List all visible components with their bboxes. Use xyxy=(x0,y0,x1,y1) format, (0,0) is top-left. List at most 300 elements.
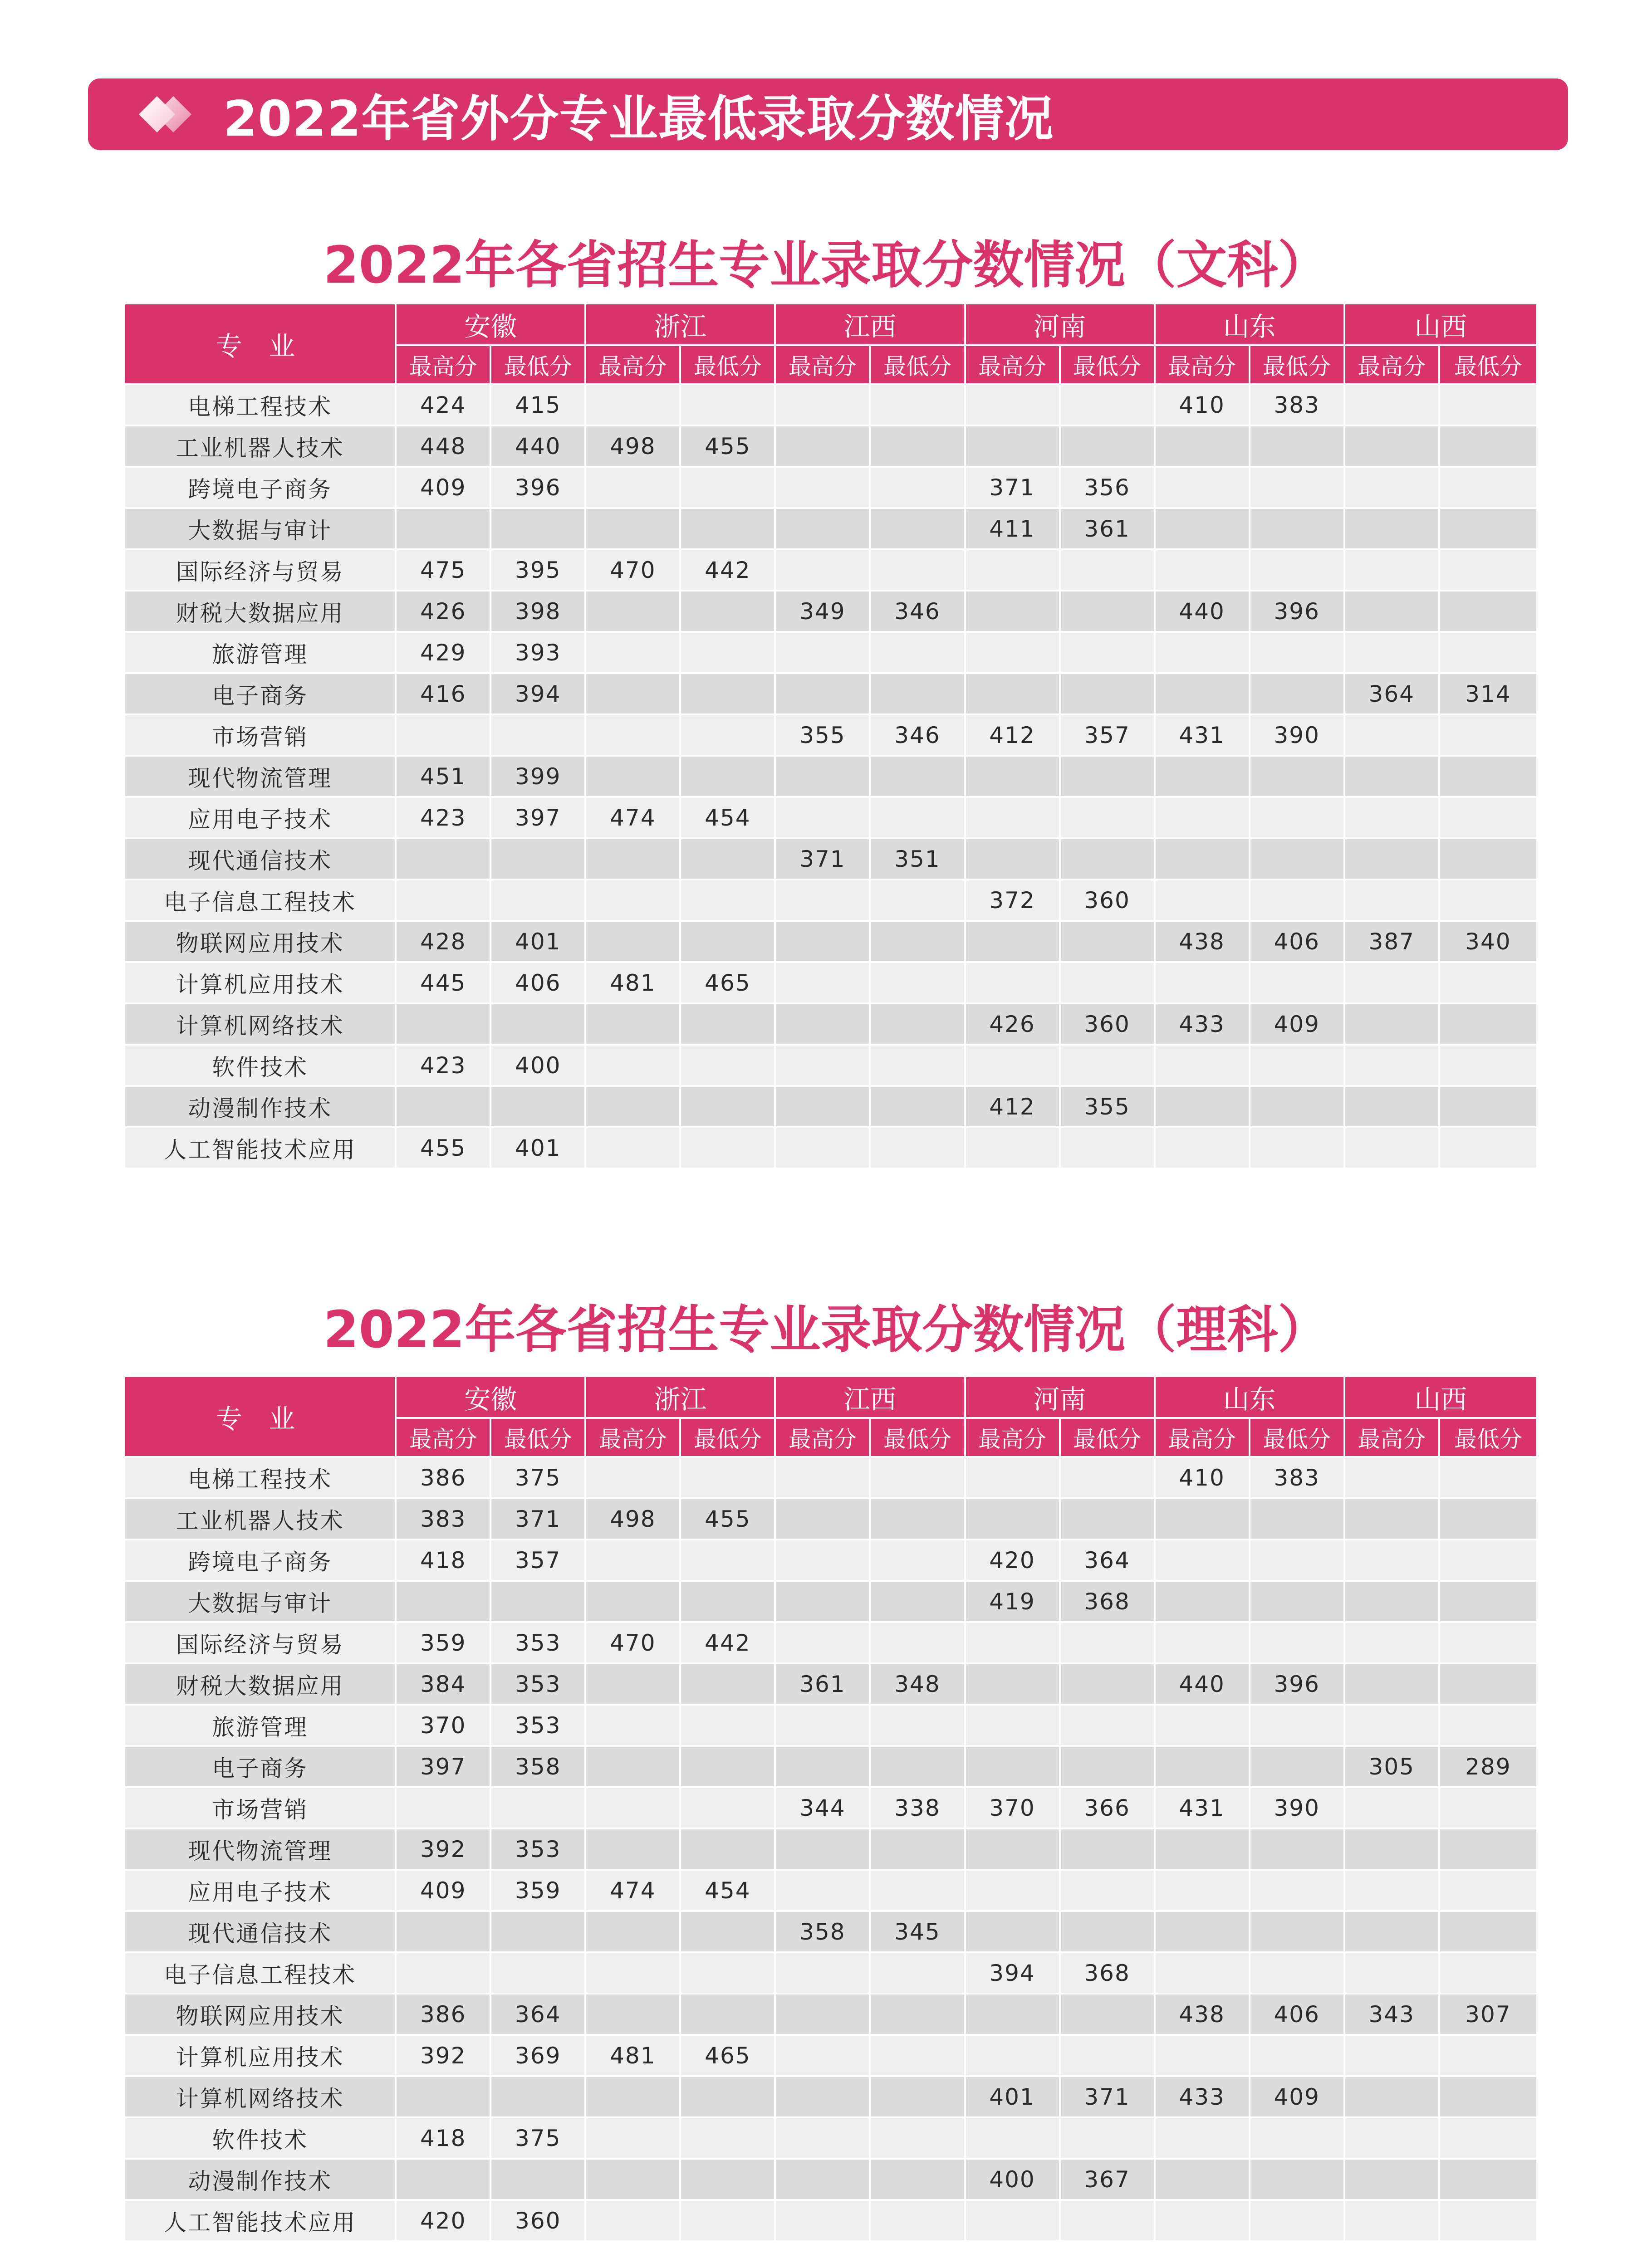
min-score-header: 最低分 xyxy=(1061,1419,1156,1458)
score-cell xyxy=(681,591,776,633)
score-cell xyxy=(586,1540,681,1582)
score-cell xyxy=(871,1623,966,1664)
score-cell xyxy=(1250,1046,1345,1087)
score-cell xyxy=(776,2077,871,2118)
score-cell xyxy=(681,509,776,550)
score-cell xyxy=(1250,633,1345,674)
score-cell: 345 xyxy=(871,1912,966,1953)
max-score-header: 最高分 xyxy=(776,1419,871,1458)
score-cell xyxy=(1345,1087,1440,1128)
major-name-cell: 旅游管理 xyxy=(125,1706,397,1747)
score-cell xyxy=(397,880,491,922)
score-cell xyxy=(1250,468,1345,509)
score-cell xyxy=(1250,509,1345,550)
score-cell: 416 xyxy=(397,674,491,715)
table-row xyxy=(125,1747,1536,1788)
score-cell xyxy=(1250,963,1345,1004)
table-row xyxy=(125,2036,1536,2077)
score-cell xyxy=(586,922,681,963)
score-cell: 371 xyxy=(776,839,871,880)
score-cell xyxy=(776,385,871,426)
score-cell xyxy=(586,715,681,757)
score-cell xyxy=(1250,1912,1345,1953)
major-name-cell: 市场营销 xyxy=(125,1788,397,1829)
table-row xyxy=(125,1788,1536,1829)
score-cell: 346 xyxy=(871,591,966,633)
province-header: 山东 xyxy=(1156,304,1345,346)
score-cell xyxy=(1440,757,1536,798)
score-cell xyxy=(1440,468,1536,509)
score-cell: 357 xyxy=(1061,715,1156,757)
score-cell xyxy=(871,2160,966,2201)
score-cell xyxy=(586,385,681,426)
table-row xyxy=(125,963,1536,1004)
major-name-cell: 计算机应用技术 xyxy=(125,2036,397,2077)
score-cell xyxy=(1156,1747,1250,1788)
score-cell: 383 xyxy=(1250,385,1345,426)
score-cell: 392 xyxy=(397,2036,491,2077)
province-header: 河南 xyxy=(966,1377,1156,1419)
major-name-cell: 国际经济与贸易 xyxy=(125,550,397,591)
score-cell xyxy=(1345,757,1440,798)
major-name-cell: 软件技术 xyxy=(125,1046,397,1087)
score-cell xyxy=(586,2077,681,2118)
score-cell xyxy=(586,1747,681,1788)
score-cell xyxy=(491,1004,586,1046)
score-cell xyxy=(1156,2201,1250,2242)
score-cell xyxy=(681,468,776,509)
score-cell: 465 xyxy=(681,963,776,1004)
score-cell xyxy=(681,1788,776,1829)
score-cell xyxy=(1061,1046,1156,1087)
score-cell xyxy=(966,2201,1061,2242)
score-cell xyxy=(1156,2160,1250,2201)
score-cell xyxy=(1061,1458,1156,1499)
score-cell xyxy=(1440,1087,1536,1128)
major-name-cell: 电子信息工程技术 xyxy=(125,880,397,922)
score-cell xyxy=(491,1788,586,1829)
score-cell xyxy=(1250,1128,1345,1169)
score-cell xyxy=(1156,1540,1250,1582)
score-cell xyxy=(1345,1664,1440,1706)
table-row xyxy=(125,2160,1536,2201)
score-cell xyxy=(1345,1912,1440,1953)
score-cell xyxy=(681,385,776,426)
score-cell xyxy=(1345,798,1440,839)
score-cell xyxy=(966,1458,1061,1499)
major-name-cell: 大数据与审计 xyxy=(125,1582,397,1623)
score-cell: 455 xyxy=(397,1128,491,1169)
min-score-header: 最低分 xyxy=(871,1419,966,1458)
table-row xyxy=(125,1912,1536,1953)
score-cell: 442 xyxy=(681,1623,776,1664)
score-cell xyxy=(491,2160,586,2201)
max-score-header: 最高分 xyxy=(1345,1419,1440,1458)
score-cell xyxy=(1345,2077,1440,2118)
score-cell xyxy=(586,1953,681,1994)
score-cell xyxy=(1440,426,1536,468)
score-cell xyxy=(681,839,776,880)
score-cell: 371 xyxy=(491,1499,586,1540)
score-cell: 438 xyxy=(1156,1994,1250,2036)
table-row xyxy=(125,1871,1536,1912)
score-cell: 433 xyxy=(1156,2077,1250,2118)
score-cell xyxy=(1061,757,1156,798)
score-cell: 305 xyxy=(1345,1747,1440,1788)
score-cell xyxy=(1345,1582,1440,1623)
score-cell xyxy=(1440,2077,1536,2118)
score-cell xyxy=(1156,468,1250,509)
major-column-header: 专 业 xyxy=(125,304,397,385)
score-cell xyxy=(1440,1499,1536,1540)
score-cell: 481 xyxy=(586,963,681,1004)
table-row xyxy=(125,1499,1536,1540)
score-cell xyxy=(681,1004,776,1046)
score-cell xyxy=(1440,1128,1536,1169)
table-row xyxy=(125,922,1536,963)
score-cell xyxy=(966,963,1061,1004)
table-row xyxy=(125,1128,1536,1169)
score-cell: 451 xyxy=(397,757,491,798)
major-name-cell: 电子商务 xyxy=(125,1747,397,1788)
score-cell: 448 xyxy=(397,426,491,468)
score-cell xyxy=(586,2201,681,2242)
province-header: 浙江 xyxy=(586,304,776,346)
score-cell xyxy=(1250,839,1345,880)
score-cell: 370 xyxy=(397,1706,491,1747)
table-row xyxy=(125,509,1536,550)
table-row xyxy=(125,1046,1536,1087)
score-cell: 353 xyxy=(491,1706,586,1747)
score-cell: 399 xyxy=(491,757,586,798)
score-cell xyxy=(681,2160,776,2201)
score-cell xyxy=(1345,2036,1440,2077)
table-row xyxy=(125,633,1536,674)
score-cell xyxy=(1250,757,1345,798)
score-cell xyxy=(966,1623,1061,1664)
min-score-header: 最低分 xyxy=(491,1419,586,1458)
score-cell xyxy=(1061,1871,1156,1912)
score-cell: 481 xyxy=(586,2036,681,2077)
score-cell xyxy=(871,468,966,509)
score-cell xyxy=(491,839,586,880)
score-cell: 390 xyxy=(1250,715,1345,757)
score-cell xyxy=(1440,2201,1536,2242)
major-name-cell: 电子商务 xyxy=(125,674,397,715)
score-cell xyxy=(776,1004,871,1046)
score-cell xyxy=(776,757,871,798)
score-cell xyxy=(776,1953,871,1994)
score-cell xyxy=(776,1582,871,1623)
score-cell: 418 xyxy=(397,1540,491,1582)
score-cell xyxy=(1345,1953,1440,1994)
score-cell xyxy=(871,798,966,839)
score-cell: 465 xyxy=(681,2036,776,2077)
score-cell xyxy=(1345,1829,1440,1871)
major-name-cell: 计算机网络技术 xyxy=(125,1004,397,1046)
score-cell xyxy=(1061,1128,1156,1169)
score-cell xyxy=(966,550,1061,591)
score-cell: 423 xyxy=(397,798,491,839)
section-title-science: 2022年各省招生专业录取分数情况（理科） xyxy=(323,1300,1329,1359)
score-cell: 397 xyxy=(491,798,586,839)
major-name-cell: 物联网应用技术 xyxy=(125,922,397,963)
score-cell: 470 xyxy=(586,1623,681,1664)
score-cell xyxy=(1156,2118,1250,2160)
score-cell xyxy=(776,674,871,715)
table-row xyxy=(125,839,1536,880)
table-row xyxy=(125,1994,1536,2036)
table-row xyxy=(125,880,1536,922)
score-cell xyxy=(1061,922,1156,963)
score-cell xyxy=(776,633,871,674)
score-cell xyxy=(1250,1540,1345,1582)
max-score-header: 最高分 xyxy=(1156,346,1250,385)
score-cell xyxy=(871,2118,966,2160)
score-cell xyxy=(776,2118,871,2160)
score-cell xyxy=(586,1128,681,1169)
score-cell xyxy=(871,2201,966,2242)
score-cell xyxy=(586,1458,681,1499)
score-cell: 409 xyxy=(397,1871,491,1912)
score-cell xyxy=(776,1871,871,1912)
score-cell xyxy=(397,1087,491,1128)
score-cell xyxy=(871,1004,966,1046)
score-cell xyxy=(397,1582,491,1623)
score-cell xyxy=(586,674,681,715)
score-cell xyxy=(1440,1788,1536,1829)
score-cell: 396 xyxy=(1250,1664,1345,1706)
score-cell xyxy=(681,1829,776,1871)
score-cell: 386 xyxy=(397,1994,491,2036)
score-cell xyxy=(1345,591,1440,633)
section-title-liberal-arts: 2022年各省招生专业录取分数情况（文科） xyxy=(323,236,1329,295)
score-cell xyxy=(776,1046,871,1087)
score-cell xyxy=(871,1499,966,1540)
score-cell xyxy=(1250,880,1345,922)
score-cell xyxy=(1061,591,1156,633)
province-header: 山西 xyxy=(1345,304,1536,346)
province-header: 安徽 xyxy=(397,304,586,346)
score-cell xyxy=(681,880,776,922)
max-score-header: 最高分 xyxy=(776,346,871,385)
score-cell xyxy=(586,1046,681,1087)
score-cell xyxy=(1345,1499,1440,1540)
score-cell xyxy=(776,550,871,591)
score-cell xyxy=(966,385,1061,426)
score-cell: 361 xyxy=(776,1664,871,1706)
major-name-cell: 跨境电子商务 xyxy=(125,1540,397,1582)
score-cell xyxy=(1345,426,1440,468)
score-cell xyxy=(397,1912,491,1953)
score-cell xyxy=(1061,1994,1156,2036)
score-cell xyxy=(1440,385,1536,426)
score-cell: 394 xyxy=(966,1953,1061,1994)
score-cell: 397 xyxy=(397,1747,491,1788)
score-cell xyxy=(966,591,1061,633)
table-row xyxy=(125,426,1536,468)
scores-table-science xyxy=(125,1377,1536,2242)
table-row xyxy=(125,1540,1536,1582)
score-cell xyxy=(491,715,586,757)
score-cell xyxy=(1156,798,1250,839)
score-cell xyxy=(491,1953,586,1994)
max-score-header: 最高分 xyxy=(966,1419,1061,1458)
score-cell xyxy=(776,468,871,509)
score-cell: 386 xyxy=(397,1458,491,1499)
score-cell xyxy=(871,2036,966,2077)
score-cell: 411 xyxy=(966,509,1061,550)
score-cell xyxy=(871,1046,966,1087)
major-name-cell: 工业机器人技术 xyxy=(125,426,397,468)
score-cell xyxy=(871,1994,966,2036)
score-cell: 498 xyxy=(586,426,681,468)
score-cell: 358 xyxy=(776,1912,871,1953)
province-header: 山西 xyxy=(1345,1377,1536,1419)
score-cell xyxy=(1440,1623,1536,1664)
banner-title: 2022年省外分专业最低录取分数情况 xyxy=(223,90,1054,147)
score-cell xyxy=(776,1829,871,1871)
score-cell xyxy=(1156,426,1250,468)
score-cell xyxy=(1440,1912,1536,1953)
score-cell xyxy=(681,1458,776,1499)
score-cell xyxy=(681,1912,776,1953)
score-cell xyxy=(776,2036,871,2077)
table-row xyxy=(125,798,1536,839)
score-cell xyxy=(1250,1953,1345,1994)
score-cell xyxy=(586,1087,681,1128)
score-cell xyxy=(397,2160,491,2201)
score-cell xyxy=(1345,2160,1440,2201)
score-cell: 394 xyxy=(491,674,586,715)
score-cell: 445 xyxy=(397,963,491,1004)
score-cell: 314 xyxy=(1440,674,1536,715)
score-cell xyxy=(491,1912,586,1953)
score-cell xyxy=(966,1829,1061,1871)
max-score-header: 最高分 xyxy=(966,346,1061,385)
table-row xyxy=(125,385,1536,426)
score-cell xyxy=(681,757,776,798)
score-cell xyxy=(871,963,966,1004)
min-score-header: 最低分 xyxy=(681,346,776,385)
score-cell: 455 xyxy=(681,1499,776,1540)
score-cell: 440 xyxy=(1156,1664,1250,1706)
score-cell xyxy=(1250,2036,1345,2077)
score-cell xyxy=(586,839,681,880)
score-cell xyxy=(871,550,966,591)
score-cell: 498 xyxy=(586,1499,681,1540)
province-header: 浙江 xyxy=(586,1377,776,1419)
major-name-cell: 人工智能技术应用 xyxy=(125,1128,397,1169)
major-name-cell: 市场营销 xyxy=(125,715,397,757)
score-cell: 375 xyxy=(491,1458,586,1499)
score-cell xyxy=(681,1540,776,1582)
score-cell xyxy=(776,1706,871,1747)
score-cell xyxy=(491,880,586,922)
major-name-cell: 物联网应用技术 xyxy=(125,1994,397,2036)
score-cell xyxy=(871,633,966,674)
table-row xyxy=(125,1953,1536,1994)
score-cell xyxy=(1440,1953,1536,1994)
score-cell: 426 xyxy=(966,1004,1061,1046)
max-score-header: 最高分 xyxy=(397,346,491,385)
score-cell xyxy=(586,1664,681,1706)
score-cell: 406 xyxy=(1250,1994,1345,2036)
score-cell xyxy=(871,1871,966,1912)
score-cell xyxy=(871,1582,966,1623)
score-cell: 356 xyxy=(1061,468,1156,509)
score-cell xyxy=(1345,468,1440,509)
score-cell xyxy=(871,1953,966,1994)
score-cell: 396 xyxy=(1250,591,1345,633)
score-cell xyxy=(1250,1829,1345,1871)
major-name-cell: 现代物流管理 xyxy=(125,757,397,798)
score-cell xyxy=(966,2036,1061,2077)
score-cell xyxy=(871,1087,966,1128)
score-cell xyxy=(776,1540,871,1582)
score-cell xyxy=(871,1747,966,1788)
major-name-cell: 动漫制作技术 xyxy=(125,1087,397,1128)
score-cell xyxy=(1250,550,1345,591)
score-cell xyxy=(966,1706,1061,1747)
table-row xyxy=(125,1004,1536,1046)
score-cell: 401 xyxy=(966,2077,1061,2118)
score-cell xyxy=(966,1747,1061,1788)
score-cell: 370 xyxy=(966,1788,1061,1829)
min-score-header: 最低分 xyxy=(1440,1419,1536,1458)
score-cell xyxy=(1440,839,1536,880)
score-cell xyxy=(1156,880,1250,922)
score-cell: 420 xyxy=(966,1540,1061,1582)
score-cell xyxy=(871,880,966,922)
score-cell: 401 xyxy=(491,922,586,963)
score-cell xyxy=(586,468,681,509)
score-cell xyxy=(1061,2036,1156,2077)
province-header: 河南 xyxy=(966,304,1156,346)
score-cell: 410 xyxy=(1156,1458,1250,1499)
score-cell: 375 xyxy=(491,2118,586,2160)
score-cell xyxy=(871,1128,966,1169)
score-cell xyxy=(681,633,776,674)
score-cell xyxy=(586,1829,681,1871)
score-cell xyxy=(1156,1871,1250,1912)
score-cell xyxy=(586,1706,681,1747)
score-cell xyxy=(1345,839,1440,880)
score-cell: 307 xyxy=(1440,1994,1536,2036)
table-row xyxy=(125,2118,1536,2160)
score-cell: 368 xyxy=(1061,1953,1156,1994)
score-cell xyxy=(681,1128,776,1169)
score-cell: 412 xyxy=(966,1087,1061,1128)
score-cell xyxy=(1156,1128,1250,1169)
score-cell xyxy=(1061,1912,1156,1953)
table-row xyxy=(125,1664,1536,1706)
score-cell: 438 xyxy=(1156,922,1250,963)
score-cell xyxy=(491,1087,586,1128)
score-cell: 383 xyxy=(397,1499,491,1540)
score-cell: 400 xyxy=(491,1046,586,1087)
major-name-cell: 动漫制作技术 xyxy=(125,2160,397,2201)
score-cell xyxy=(681,2077,776,2118)
score-cell: 431 xyxy=(1156,715,1250,757)
score-cell xyxy=(1061,385,1156,426)
score-cell: 409 xyxy=(1250,2077,1345,2118)
score-cell: 415 xyxy=(491,385,586,426)
score-cell: 367 xyxy=(1061,2160,1156,2201)
score-cell xyxy=(1440,1582,1536,1623)
score-cell xyxy=(776,509,871,550)
score-cell xyxy=(1156,674,1250,715)
